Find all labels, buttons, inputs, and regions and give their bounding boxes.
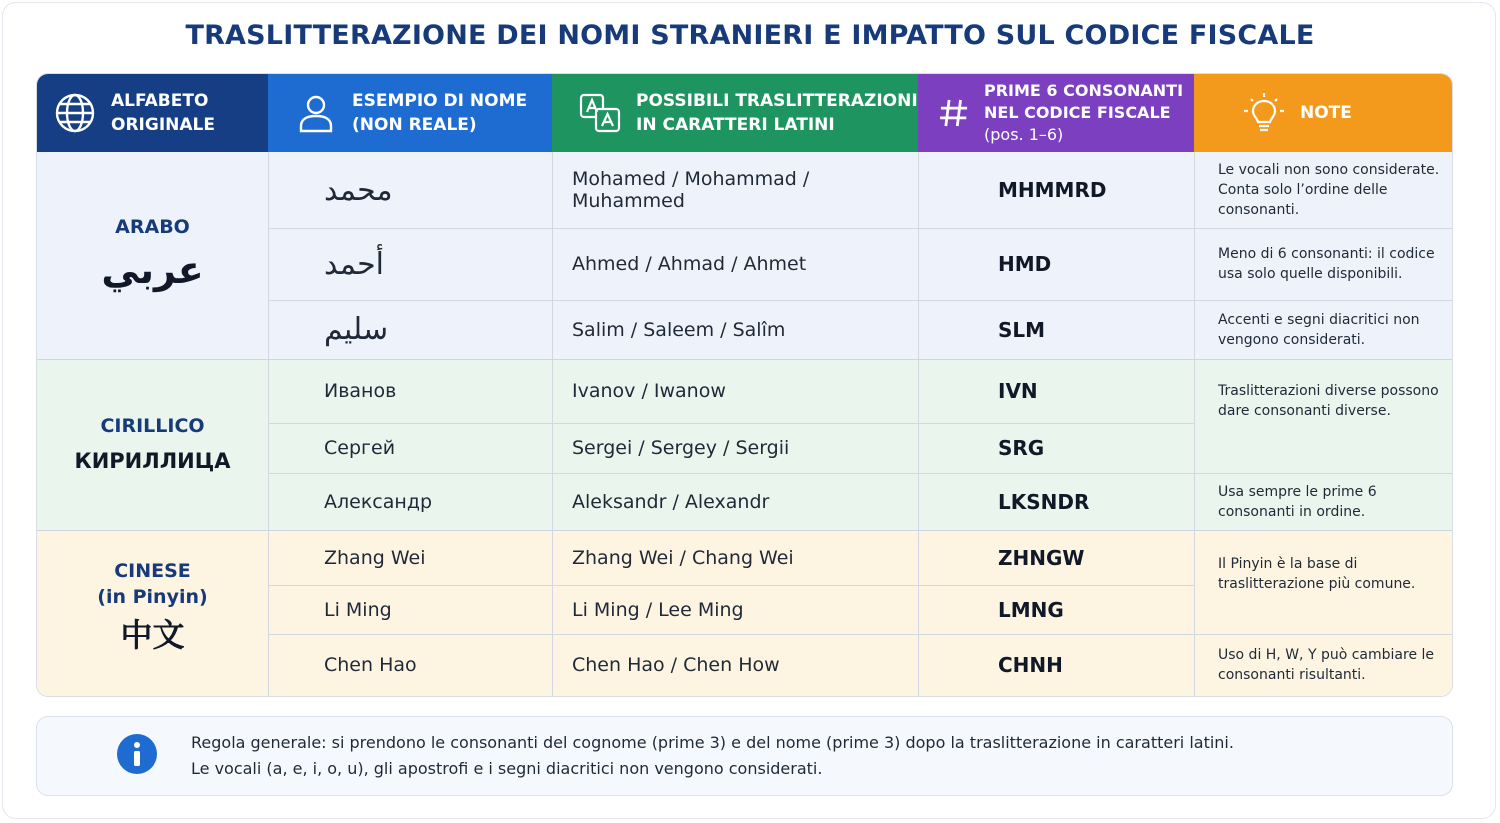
name-cell: Иванов bbox=[324, 380, 397, 402]
header-example-line1: ESEMPIO DI NOME bbox=[352, 91, 528, 111]
note-cell: Traslitterazioni diverse possono dare consonanti diverse. bbox=[1218, 383, 1439, 419]
note-cell: Le vocali non sono considerate. Conta solo l’ordine delle consonanti. bbox=[1218, 162, 1440, 218]
general-rule-line1: Regola generale: si prendono le consonanti del cognome (prime 3) e del nome (prime 3) dopo la traslitterazione in caratteri latini. bbox=[191, 733, 1234, 752]
code-cell: ZHNGW bbox=[998, 545, 1085, 570]
header-translit-line1: POSSIBILI TRASLITTERAZIONI bbox=[636, 91, 918, 111]
page-title: TRASLITTERAZIONE DEI NOMI STRANIERI E IMPATTO SUL CODICE FISCALE bbox=[185, 20, 1315, 51]
name-cell: سليم bbox=[324, 312, 389, 347]
name-cell: أحمد bbox=[324, 246, 384, 282]
transliteration-table bbox=[36, 73, 1453, 697]
header-alphabet-line2: ORIGINALE bbox=[111, 115, 215, 135]
translit-cell: Li Ming / Lee Ming bbox=[572, 598, 744, 621]
note-cell: Meno di 6 consonanti: il codice usa solo quelle disponibili. bbox=[1218, 246, 1435, 282]
code-cell: HMD bbox=[998, 252, 1052, 276]
header-note-label: NOTE bbox=[1300, 103, 1352, 123]
header-translit bbox=[552, 74, 918, 152]
note-cell: Usa sempre le prime 6 consonanti in ordine. bbox=[1218, 483, 1377, 520]
header-translit-line2: IN CARATTERI LATINI bbox=[636, 115, 835, 135]
translit-cell: Zhang Wei / Chang Wei bbox=[572, 546, 794, 569]
name-cell: Zhang Wei bbox=[324, 546, 426, 569]
name-cell: محمد bbox=[324, 172, 393, 208]
code-cell: MHMMRD bbox=[998, 178, 1107, 202]
header-alphabet-line1: ALFABETO bbox=[111, 91, 209, 111]
translit-cell: Ahmed / Ahmad / Ahmet bbox=[572, 253, 807, 275]
translit-cell: Salim / Saleem / Salîm bbox=[572, 318, 786, 341]
header-consonants-line2: NEL CODICE FISCALE bbox=[984, 103, 1171, 122]
lightbulb-icon bbox=[1242, 91, 1286, 135]
code-cell: LKSNDR bbox=[998, 489, 1090, 514]
code-cell: CHNH bbox=[998, 653, 1063, 677]
info-icon bbox=[117, 734, 157, 774]
code-cell: IVN bbox=[998, 379, 1038, 403]
header-consonants-line3: (pos. 1–6) bbox=[984, 125, 1064, 144]
name-cell: Chen Hao bbox=[324, 654, 417, 676]
group-sub: (in Pinyin) bbox=[97, 586, 208, 608]
name-cell: Александр bbox=[324, 490, 433, 513]
name-cell: Сергей bbox=[324, 437, 396, 459]
arabic-group-label bbox=[37, 214, 268, 292]
header-example-line2: (NON REALE) bbox=[352, 115, 477, 135]
hash-icon bbox=[936, 91, 972, 135]
note-cell: Uso di H, W, Y può cambiare le consonanti risultanti. bbox=[1218, 647, 1435, 683]
header-consonants bbox=[918, 74, 1194, 152]
group-script: عربي bbox=[101, 248, 204, 292]
globe-icon bbox=[53, 91, 97, 135]
group-script: 中文 bbox=[120, 616, 185, 654]
translit-cell: Sergei / Sergey / Sergii bbox=[572, 437, 790, 459]
code-cell: LMNG bbox=[998, 597, 1064, 622]
person-icon bbox=[294, 91, 338, 135]
group-name: ARABO bbox=[115, 216, 190, 238]
group-script: КИРИЛЛИЦА bbox=[74, 449, 231, 473]
translit-cell: Ivanov / Iwanow bbox=[572, 380, 726, 402]
translit-cell: Chen Hao / Chen How bbox=[572, 654, 780, 676]
translit-cell: Aleksandr / Alexandr bbox=[572, 490, 770, 513]
header-alphabet bbox=[37, 74, 268, 152]
code-cell: SLM bbox=[998, 317, 1046, 342]
header-note bbox=[1194, 74, 1453, 152]
general-rule-box bbox=[36, 716, 1453, 796]
cyrillic-group-label bbox=[37, 413, 268, 475]
name-cell: Li Ming bbox=[324, 598, 392, 621]
note-cell: Il Pinyin è la base di traslitterazione più comune. bbox=[1218, 556, 1416, 592]
code-cell: SRG bbox=[998, 436, 1045, 460]
group-name: CINESE bbox=[114, 560, 191, 582]
header-example bbox=[268, 74, 552, 152]
group-name: CIRILLICO bbox=[100, 415, 205, 437]
note-cell: Accenti e segni diacritici non vengono considerati. bbox=[1218, 311, 1420, 348]
general-rule-line2: Le vocali (a, e, i, o, u), gli apostrofi e i segni diacritici non vengono considerati. bbox=[191, 759, 823, 778]
header-consonants-line1: PRIME 6 CONSONANTI bbox=[984, 81, 1184, 100]
chinese-group-label bbox=[37, 558, 268, 654]
translate-icon bbox=[578, 91, 622, 135]
translit-cell: Mohamed / Mohammad / Muhammed bbox=[572, 168, 810, 212]
